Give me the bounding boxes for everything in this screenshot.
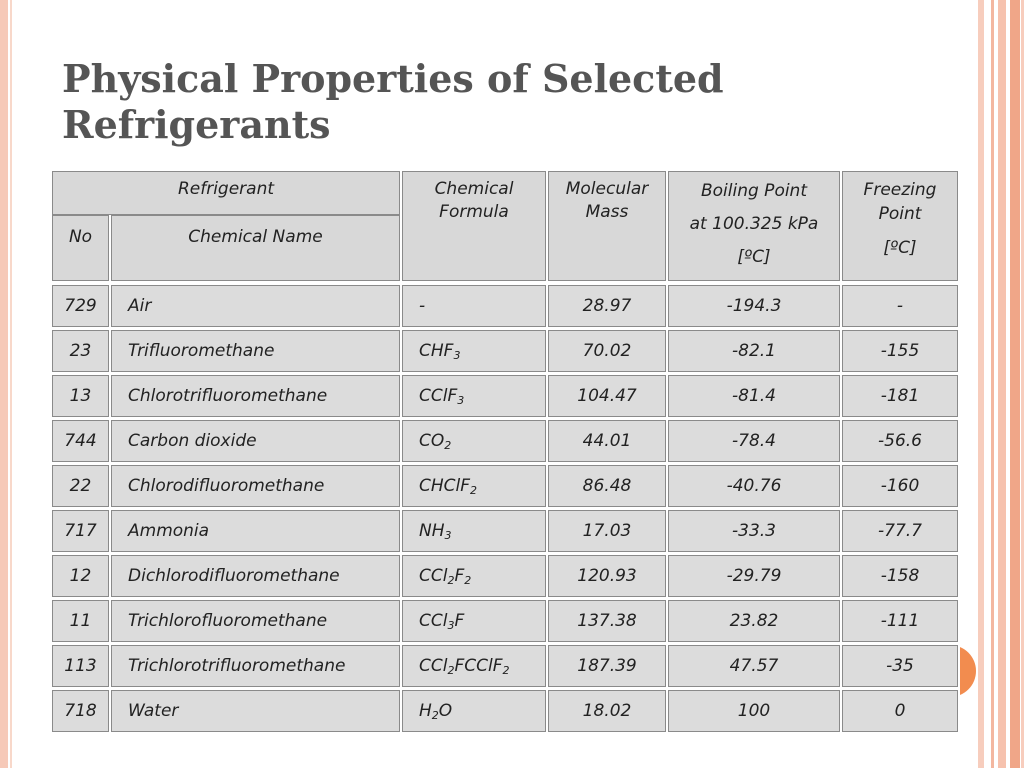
formula-part: FCClF bbox=[454, 655, 503, 676]
cell-molecular-mass bbox=[548, 690, 666, 732]
slide-right-stripes bbox=[976, 0, 1024, 768]
header-freezing-point bbox=[842, 171, 958, 281]
header-molecular-mass-line2: Mass bbox=[585, 202, 629, 222]
cell-no bbox=[52, 420, 109, 462]
formula-part: F bbox=[454, 610, 465, 631]
formula-subscript: 2 bbox=[470, 483, 478, 497]
header-refrigerant bbox=[52, 171, 400, 215]
chemical-formula-text bbox=[419, 701, 452, 722]
cell-no bbox=[52, 555, 109, 597]
cell-no bbox=[52, 330, 109, 372]
cell-molecular-mass bbox=[548, 330, 666, 372]
chemical-formula-text bbox=[419, 656, 510, 677]
cell-chemical-name bbox=[111, 285, 400, 327]
slide-left-border-inner bbox=[10, 0, 12, 768]
cell-freezing-point bbox=[842, 420, 958, 462]
cell-boiling-point-text: 23.82 bbox=[729, 611, 779, 631]
slide-left-border bbox=[0, 0, 8, 768]
cell-molecular-mass bbox=[548, 555, 666, 597]
cell-chemical-formula bbox=[402, 330, 546, 372]
cell-molecular-mass bbox=[548, 375, 666, 417]
cell-boiling-point bbox=[668, 375, 840, 417]
header-chemical-formula-line2: Formula bbox=[439, 202, 509, 222]
cell-chemical-name-text: Ammonia bbox=[128, 521, 210, 541]
cell-chemical-formula bbox=[402, 690, 546, 732]
cell-boiling-point-text: -78.4 bbox=[732, 431, 776, 451]
cell-chemical-name-text: Trichlorotrifluoromethane bbox=[128, 656, 346, 676]
cell-boiling-point bbox=[668, 465, 840, 507]
header-chemical-formula bbox=[402, 171, 546, 281]
cell-chemical-name bbox=[111, 600, 400, 642]
formula-part: CCl bbox=[419, 565, 448, 586]
cell-molecular-mass-text: 44.01 bbox=[582, 431, 632, 451]
header-no bbox=[52, 215, 109, 281]
cell-freezing-point-text: -56.6 bbox=[878, 431, 922, 451]
cell-no bbox=[52, 285, 109, 327]
formula-part: O bbox=[438, 700, 453, 721]
formula-part: CO bbox=[419, 430, 445, 451]
formula-part: CCl bbox=[419, 610, 448, 631]
cell-freezing-point-text: -35 bbox=[886, 656, 914, 676]
header-chemical-name-label: Chemical Name bbox=[188, 227, 323, 247]
chemical-formula-text bbox=[419, 521, 452, 542]
cell-boiling-point-text: -40.76 bbox=[726, 476, 782, 496]
chemical-formula-text bbox=[419, 341, 460, 362]
cell-boiling-point bbox=[668, 420, 840, 462]
cell-molecular-mass-text: 18.02 bbox=[582, 701, 632, 721]
cell-no-text: 11 bbox=[69, 611, 92, 631]
cell-no bbox=[52, 600, 109, 642]
chemical-formula-text bbox=[419, 296, 425, 316]
cell-boiling-point-text: 100 bbox=[737, 701, 771, 721]
cell-freezing-point bbox=[842, 465, 958, 507]
cell-molecular-mass-text: 120.93 bbox=[577, 566, 637, 586]
cell-chemical-name bbox=[111, 420, 400, 462]
cell-chemical-name-text: Trifluoromethane bbox=[128, 341, 275, 361]
cell-no bbox=[52, 690, 109, 732]
cell-no-text: 717 bbox=[64, 521, 97, 541]
cell-molecular-mass bbox=[548, 510, 666, 552]
cell-chemical-name bbox=[111, 465, 400, 507]
formula-subscript: 2 bbox=[444, 438, 452, 452]
cell-freezing-point-text: -158 bbox=[880, 566, 920, 586]
cell-no-text: 12 bbox=[69, 566, 92, 586]
cell-molecular-mass bbox=[548, 285, 666, 327]
formula-subscript: 3 bbox=[447, 618, 455, 632]
cell-chemical-formula bbox=[402, 555, 546, 597]
cell-molecular-mass bbox=[548, 600, 666, 642]
cell-chemical-formula bbox=[402, 600, 546, 642]
cell-boiling-point-text: 47.57 bbox=[729, 656, 779, 676]
cell-molecular-mass-text: 187.39 bbox=[577, 656, 637, 676]
chemical-formula-text bbox=[419, 476, 477, 497]
cell-chemical-name bbox=[111, 690, 400, 732]
formula-part: - bbox=[419, 296, 426, 316]
formula-subscript: 2 bbox=[502, 663, 510, 677]
cell-chemical-name bbox=[111, 555, 400, 597]
cell-molecular-mass-text: 104.47 bbox=[577, 386, 637, 406]
refrigerant-properties-table bbox=[52, 171, 960, 733]
cell-freezing-point bbox=[842, 285, 958, 327]
formula-subscript: 2 bbox=[447, 663, 455, 677]
cell-chemical-formula bbox=[402, 465, 546, 507]
cell-freezing-point-text: -160 bbox=[880, 476, 920, 496]
cell-chemical-formula bbox=[402, 375, 546, 417]
cell-boiling-point bbox=[668, 285, 840, 327]
cell-chemical-name-text: Chlorodifluoromethane bbox=[128, 476, 325, 496]
cell-freezing-point bbox=[842, 510, 958, 552]
cell-boiling-point-text: -194.3 bbox=[726, 296, 782, 316]
cell-molecular-mass-text: 28.97 bbox=[582, 296, 632, 316]
chemical-formula-text bbox=[419, 566, 471, 587]
cell-molecular-mass-text: 70.02 bbox=[582, 341, 632, 361]
cell-boiling-point bbox=[668, 555, 840, 597]
cell-freezing-point bbox=[842, 690, 958, 732]
formula-part: CClF bbox=[419, 385, 458, 406]
cell-boiling-point-text: -81.4 bbox=[732, 386, 776, 406]
header-boiling-point-line3: [ºC] bbox=[737, 247, 771, 267]
cell-no bbox=[52, 510, 109, 552]
formula-part: CHClF bbox=[419, 475, 471, 496]
chemical-formula-text bbox=[419, 431, 451, 452]
cell-no-text: 729 bbox=[64, 296, 97, 316]
header-no-label: No bbox=[68, 227, 93, 247]
cell-chemical-name bbox=[111, 510, 400, 552]
header-molecular-mass bbox=[548, 171, 666, 281]
slide-title: Physical Properties of Selected Refrigerants bbox=[62, 56, 724, 147]
cell-no bbox=[52, 465, 109, 507]
formula-subscript: 2 bbox=[447, 573, 455, 587]
cell-chemical-name-text: Air bbox=[128, 296, 152, 316]
chemical-formula-text bbox=[419, 386, 464, 407]
header-freezing-point-line1: Freezing bbox=[863, 180, 937, 200]
cell-molecular-mass bbox=[548, 420, 666, 462]
cell-chemical-name-text: Chlorotrifluoromethane bbox=[128, 386, 328, 406]
cell-boiling-point bbox=[668, 600, 840, 642]
cell-freezing-point-text: - bbox=[896, 296, 904, 316]
cell-molecular-mass bbox=[548, 465, 666, 507]
cell-freezing-point bbox=[842, 330, 958, 372]
cell-chemical-name bbox=[111, 375, 400, 417]
cell-no bbox=[52, 375, 109, 417]
cell-molecular-mass bbox=[548, 645, 666, 687]
header-refrigerant-label: Refrigerant bbox=[177, 179, 275, 199]
cell-freezing-point-text: 0 bbox=[894, 701, 906, 721]
formula-part: CCl bbox=[419, 655, 448, 676]
formula-subscript: 3 bbox=[444, 528, 452, 542]
cell-no-text: 113 bbox=[64, 656, 97, 676]
cell-freezing-point bbox=[842, 645, 958, 687]
cell-no-text: 22 bbox=[69, 476, 92, 496]
cell-no bbox=[52, 645, 109, 687]
header-chemical-name bbox=[111, 215, 400, 281]
cell-boiling-point-text: -82.1 bbox=[732, 341, 776, 361]
header-freezing-point-line3: [ºC] bbox=[883, 238, 917, 258]
cell-molecular-mass-text: 17.03 bbox=[582, 521, 632, 541]
cell-freezing-point bbox=[842, 375, 958, 417]
cell-chemical-name-text: Trichlorofluoromethane bbox=[128, 611, 328, 631]
cell-boiling-point bbox=[668, 645, 840, 687]
header-molecular-mass-line1: Molecular bbox=[565, 179, 649, 199]
formula-part: CHF bbox=[419, 340, 454, 361]
cell-boiling-point-text: -29.79 bbox=[726, 566, 782, 586]
cell-chemical-formula bbox=[402, 285, 546, 327]
header-chemical-formula-line1: Chemical bbox=[434, 179, 514, 199]
formula-subscript: 3 bbox=[457, 393, 465, 407]
formula-subscript: 2 bbox=[431, 708, 439, 722]
cell-chemical-formula bbox=[402, 510, 546, 552]
formula-part: F bbox=[454, 565, 465, 586]
cell-boiling-point bbox=[668, 690, 840, 732]
formula-part: H bbox=[419, 700, 432, 721]
cell-boiling-point bbox=[668, 510, 840, 552]
cell-no-text: 23 bbox=[69, 341, 92, 361]
cell-molecular-mass-text: 137.38 bbox=[577, 611, 637, 631]
cell-freezing-point-text: -181 bbox=[880, 386, 920, 406]
cell-no-text: 718 bbox=[64, 701, 97, 721]
cell-chemical-name-text: Dichlorodifluoromethane bbox=[128, 566, 340, 586]
header-boiling-point bbox=[668, 171, 840, 281]
cell-freezing-point-text: -111 bbox=[880, 611, 920, 631]
formula-subscript: 2 bbox=[464, 573, 472, 587]
cell-boiling-point bbox=[668, 330, 840, 372]
header-boiling-point-line1: Boiling Point bbox=[700, 181, 808, 201]
cell-chemical-name bbox=[111, 330, 400, 372]
cell-chemical-name-text: Carbon dioxide bbox=[128, 431, 257, 451]
cell-freezing-point-text: -77.7 bbox=[878, 521, 922, 541]
header-boiling-point-line2: at 100.325 kPa bbox=[689, 214, 819, 234]
cell-no-text: 744 bbox=[64, 431, 97, 451]
cell-molecular-mass-text: 86.48 bbox=[582, 476, 632, 496]
cell-freezing-point-text: -155 bbox=[880, 341, 920, 361]
cell-freezing-point bbox=[842, 555, 958, 597]
cell-chemical-formula bbox=[402, 420, 546, 462]
cell-no-text: 13 bbox=[69, 386, 92, 406]
header-freezing-point-line2: Point bbox=[878, 204, 922, 224]
cell-freezing-point bbox=[842, 600, 958, 642]
cell-boiling-point-text: -33.3 bbox=[732, 521, 776, 541]
cell-chemical-name bbox=[111, 645, 400, 687]
formula-part: NH bbox=[419, 520, 445, 541]
formula-subscript: 3 bbox=[453, 348, 461, 362]
cell-chemical-name-text: Water bbox=[128, 701, 179, 721]
cell-chemical-formula bbox=[402, 645, 546, 687]
chemical-formula-text bbox=[419, 611, 464, 632]
